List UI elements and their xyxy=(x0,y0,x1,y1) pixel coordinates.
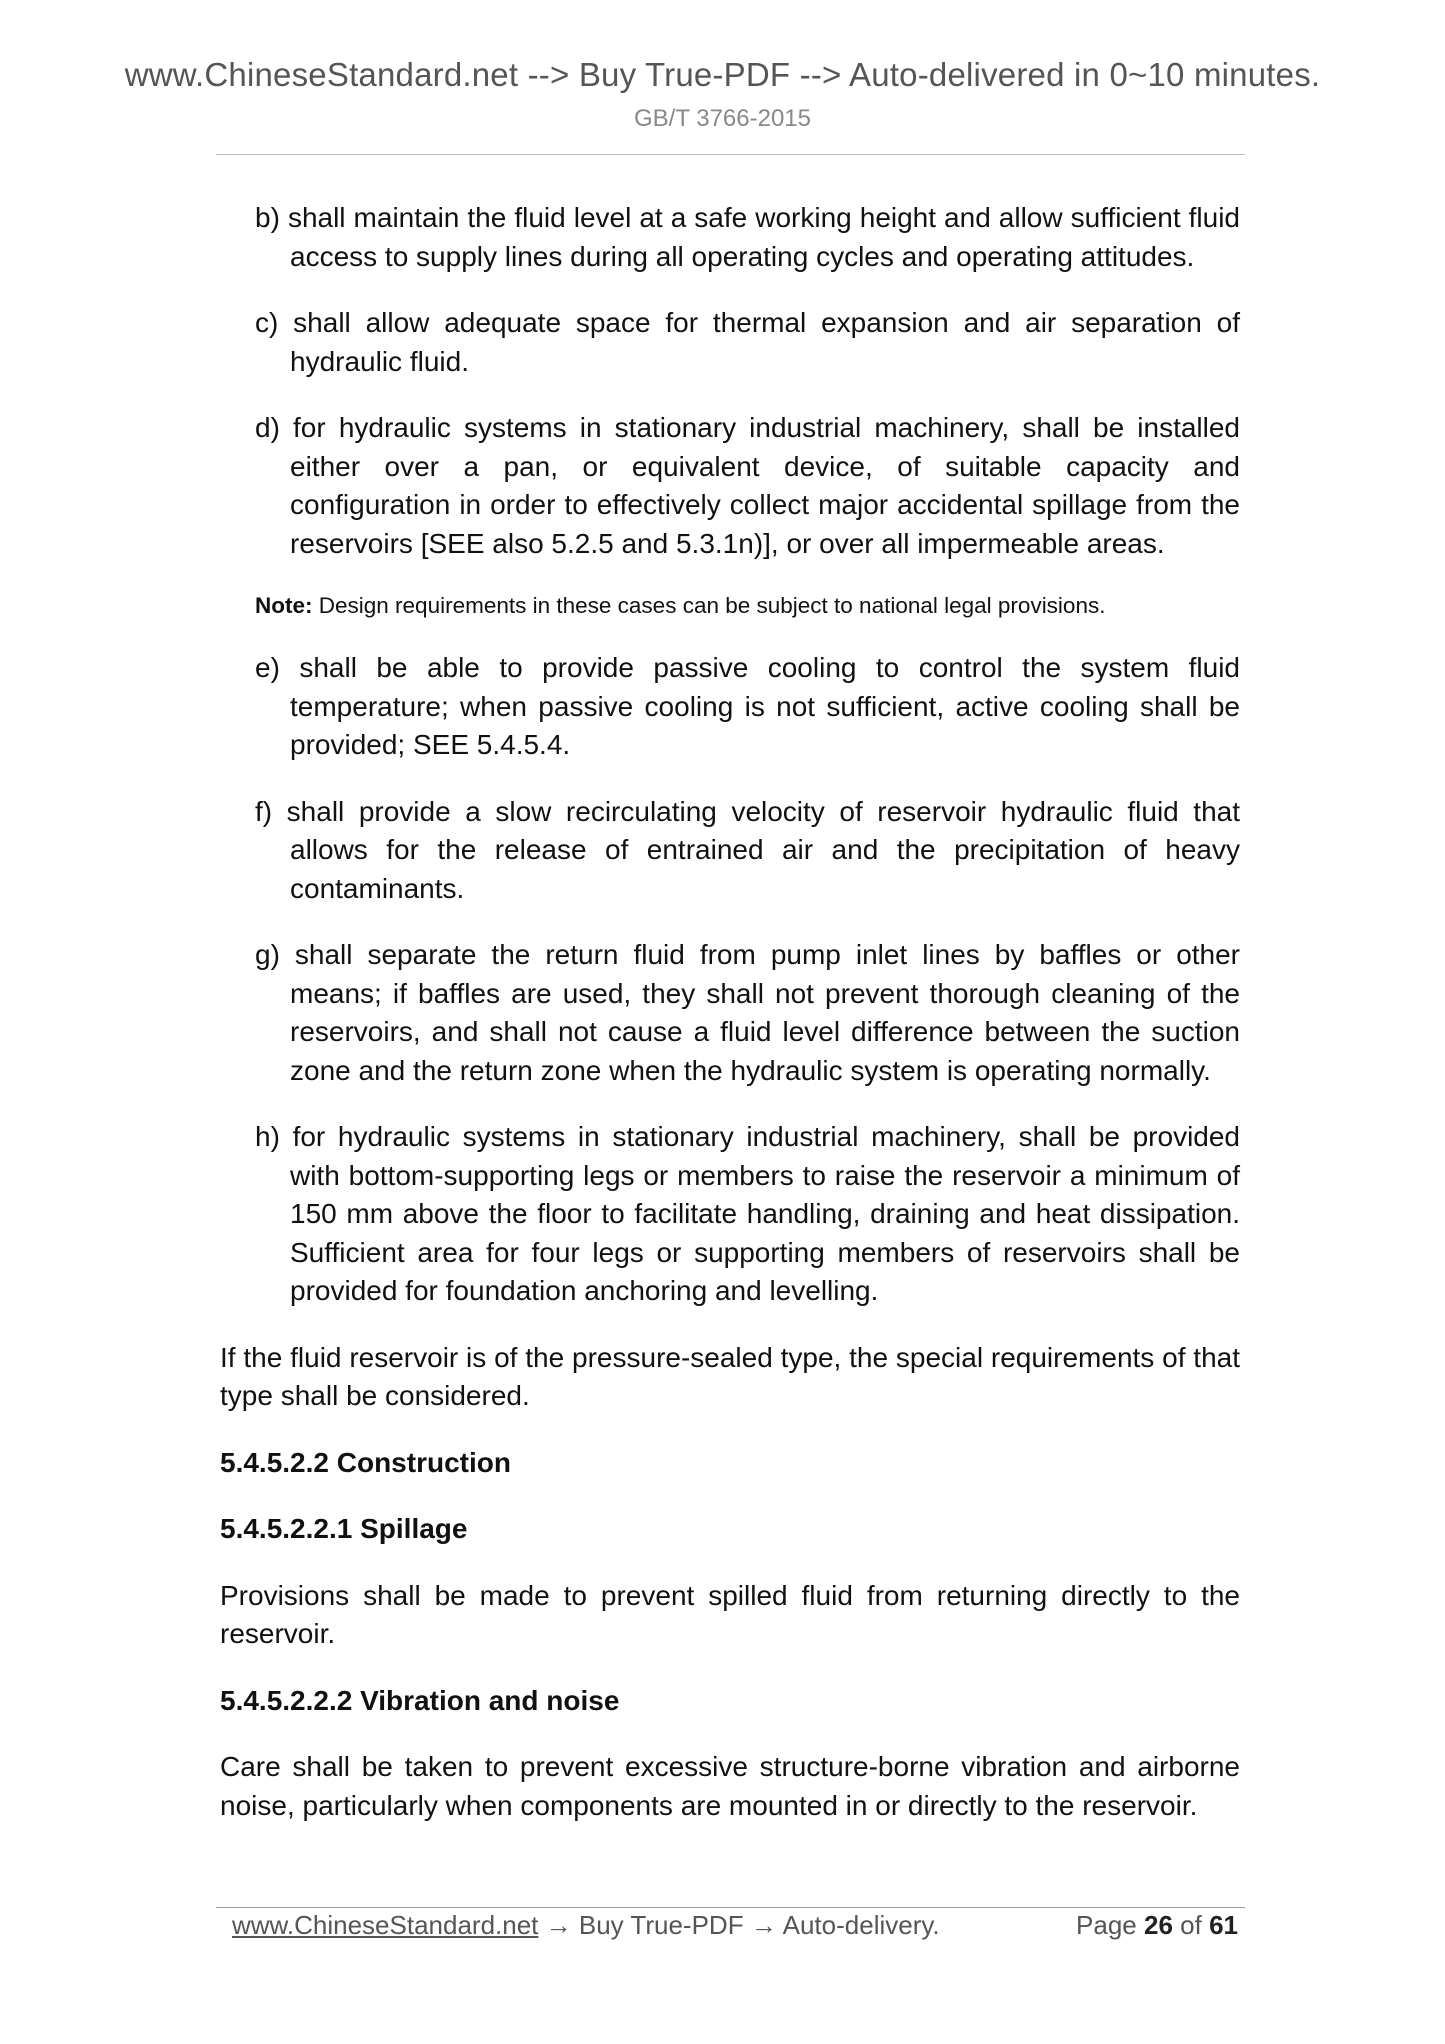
item-text: shall separate the return fluid from pump inlet lines by baffles or other means; if baffles are used, they shall not prevent thorough cleaning of the reservoirs, and shall not cause a fluid level difference between the suction zone and the return zone when the hydraulic system is operating normally. xyxy=(290,939,1241,1086)
arrow-icon: → xyxy=(750,1910,777,1940)
footer-site-link[interactable]: www.ChineseStandard.net xyxy=(232,1910,539,1940)
item-label: d) xyxy=(255,412,280,443)
list-item-b xyxy=(255,199,1240,276)
header-divider xyxy=(216,154,1245,155)
item-label: f) xyxy=(255,795,273,827)
item-label: e) xyxy=(255,652,280,683)
list-item-f xyxy=(255,793,1240,909)
pressure-sealed-paragraph: If the fluid reservoir is of the pressure-sealed type, the special requirements of that type shall be considered. xyxy=(220,1341,1240,1411)
section-heading-construction: 5.4.5.2.2 Construction xyxy=(220,1446,511,1478)
section-heading-vibration: 5.4.5.2.2.2 Vibration and noise xyxy=(220,1684,620,1716)
item-label: b) xyxy=(255,202,280,233)
item-text: shall provide a slow recirculating velocity of reservoir hydraulic fluid that allows for the release of entrained air and the precipitation of heavy contaminants. xyxy=(286,795,1240,904)
item-text: for hydraulic systems in stationary industrial machinery, shall be installed either over a pan, or equivalent device, of suitable capacity and configuration in order to effectively collect major accidental spillage from the reservoirs [SEE also 5.2.5 and 5.3.1n)], or over all impermeable areas. xyxy=(290,412,1241,559)
arrow-icon: → xyxy=(545,1910,572,1940)
page-label: Page xyxy=(1076,1910,1137,1940)
item-label: g) xyxy=(255,939,280,970)
section-heading-spillage: 5.4.5.2.2.1 Spillage xyxy=(220,1513,468,1544)
item-text: for hydraulic systems in stationary industrial machinery, shall be provided with bottom-supporting legs or members to raise the reservoir a minimum of 150 mm above the floor to facilitate handling, draining and heat dissipation. Sufficient area for four legs or supporting members of reservoirs shall be provided for foundation anchoring and levelling. xyxy=(290,1121,1241,1306)
item-text: shall allow adequate space for thermal expansion and air separation of hydraulic fluid. xyxy=(290,307,1241,377)
footer xyxy=(232,1910,1238,1941)
list-item-c xyxy=(255,304,1240,381)
item-label: h) xyxy=(255,1121,280,1152)
spillage-paragraph: Provisions shall be made to prevent spilled fluid from returning directly to the reservoir. xyxy=(220,1579,1240,1649)
item-text: shall be able to provide passive cooling to control the system fluid temperature; when passive cooling is not sufficient, active cooling shall be provided; SEE 5.4.5.4. xyxy=(290,652,1240,760)
list-item-d xyxy=(255,409,1240,563)
footer-divider xyxy=(216,1907,1245,1908)
note-text: Design requirements in these cases can be subject to national legal provisions. xyxy=(318,593,1106,618)
note xyxy=(255,591,1240,621)
document-body xyxy=(220,199,1240,1853)
page-number xyxy=(1076,1910,1238,1941)
list-item-g xyxy=(255,936,1240,1090)
list-item-e xyxy=(255,649,1240,765)
footer-auto-text: Auto-delivery. xyxy=(782,1910,940,1940)
total-pages: 61 xyxy=(1209,1910,1238,1940)
current-page: 26 xyxy=(1144,1910,1173,1940)
list-item-h xyxy=(255,1118,1240,1311)
footer-buy-text: Buy True-PDF xyxy=(578,1910,744,1940)
item-label: c) xyxy=(255,307,279,338)
of-label: of xyxy=(1180,1910,1202,1940)
vibration-paragraph: Care shall be taken to prevent excessive structure-borne vibration and airborne noise, particularly when components are mounted in or directly to the reservoir. xyxy=(220,1751,1240,1821)
header-banner: www.ChineseStandard.net --> Buy True-PDF --> Auto-delivered in 0~10 minutes. xyxy=(124,56,1321,93)
note-label: Note: xyxy=(255,593,313,618)
document-id: GB/T 3766-2015 xyxy=(633,105,811,132)
item-text: shall maintain the fluid level at a safe working height and allow sufficient fluid access to supply lines during all operating cycles and operating attitudes. xyxy=(287,202,1240,272)
